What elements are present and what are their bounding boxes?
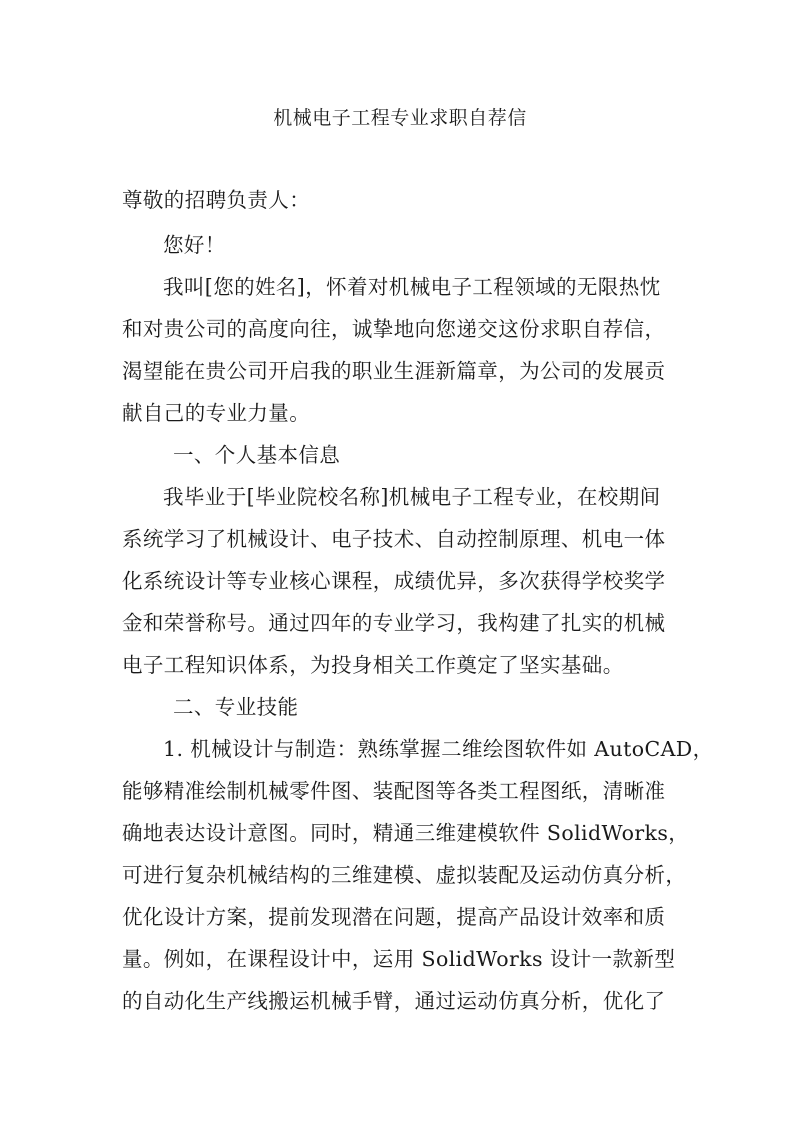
section2-line: 可进行复杂机械结构的三维建模、虚拟装配及运动仿真分析， [122,863,687,887]
section1-line: 我毕业于[毕业院校名称]机械电子工程专业，在校期间 [163,485,661,509]
section2-line: 的自动化生产线搬运机械手臂，通过运动仿真分析，优化了 [122,989,666,1013]
section2-line: 量。例如，在课程设计中，运用 SolidWorks 设计一款新型 [122,947,676,971]
intro-line: 和对贵公司的高度向往，诚挚地向您递交这份求职自荐信， [122,317,666,341]
section2-line: 1. 机械设计与制造：熟练掌握二维绘图软件如 AutoCAD， [163,737,714,761]
section-heading-skills: 二、专业技能 [173,695,299,719]
section-heading-personal-info: 一、个人基本信息 [173,443,341,467]
intro-line: 渴望能在贵公司开启我的职业生涯新篇章，为公司的发展贡 [122,359,666,383]
document-title: 机械电子工程专业求职自荐信 [273,107,527,129]
section2-line: 确地表达设计意图。同时，精通三维建模软件 SolidWorks， [122,821,690,845]
section1-line: 金和荣誉称号。通过四年的专业学习，我构建了扎实的机械 [122,611,666,635]
section1-line: 电子工程知识体系，为投身相关工作奠定了坚实基础。 [122,653,624,677]
section1-line: 化系统设计等专业核心课程，成绩优异，多次获得学校奖学 [122,569,666,593]
greeting: 您好！ [163,233,226,257]
intro-line: 我叫[您的姓名]，怀着对机械电子工程领域的无限热忱 [163,275,661,299]
section2-line: 优化设计方案，提前发现潜在问题，提高产品设计效率和质 [122,905,666,929]
salutation: 尊敬的招聘负责人： [122,188,311,212]
section2-line: 能够精准绘制机械零件图、装配图等各类工程图纸，清晰准 [122,779,666,803]
intro-line: 献自己的专业力量。 [122,401,311,425]
section1-line: 系统学习了机械设计、电子技术、自动控制原理、机电一体 [122,527,666,551]
